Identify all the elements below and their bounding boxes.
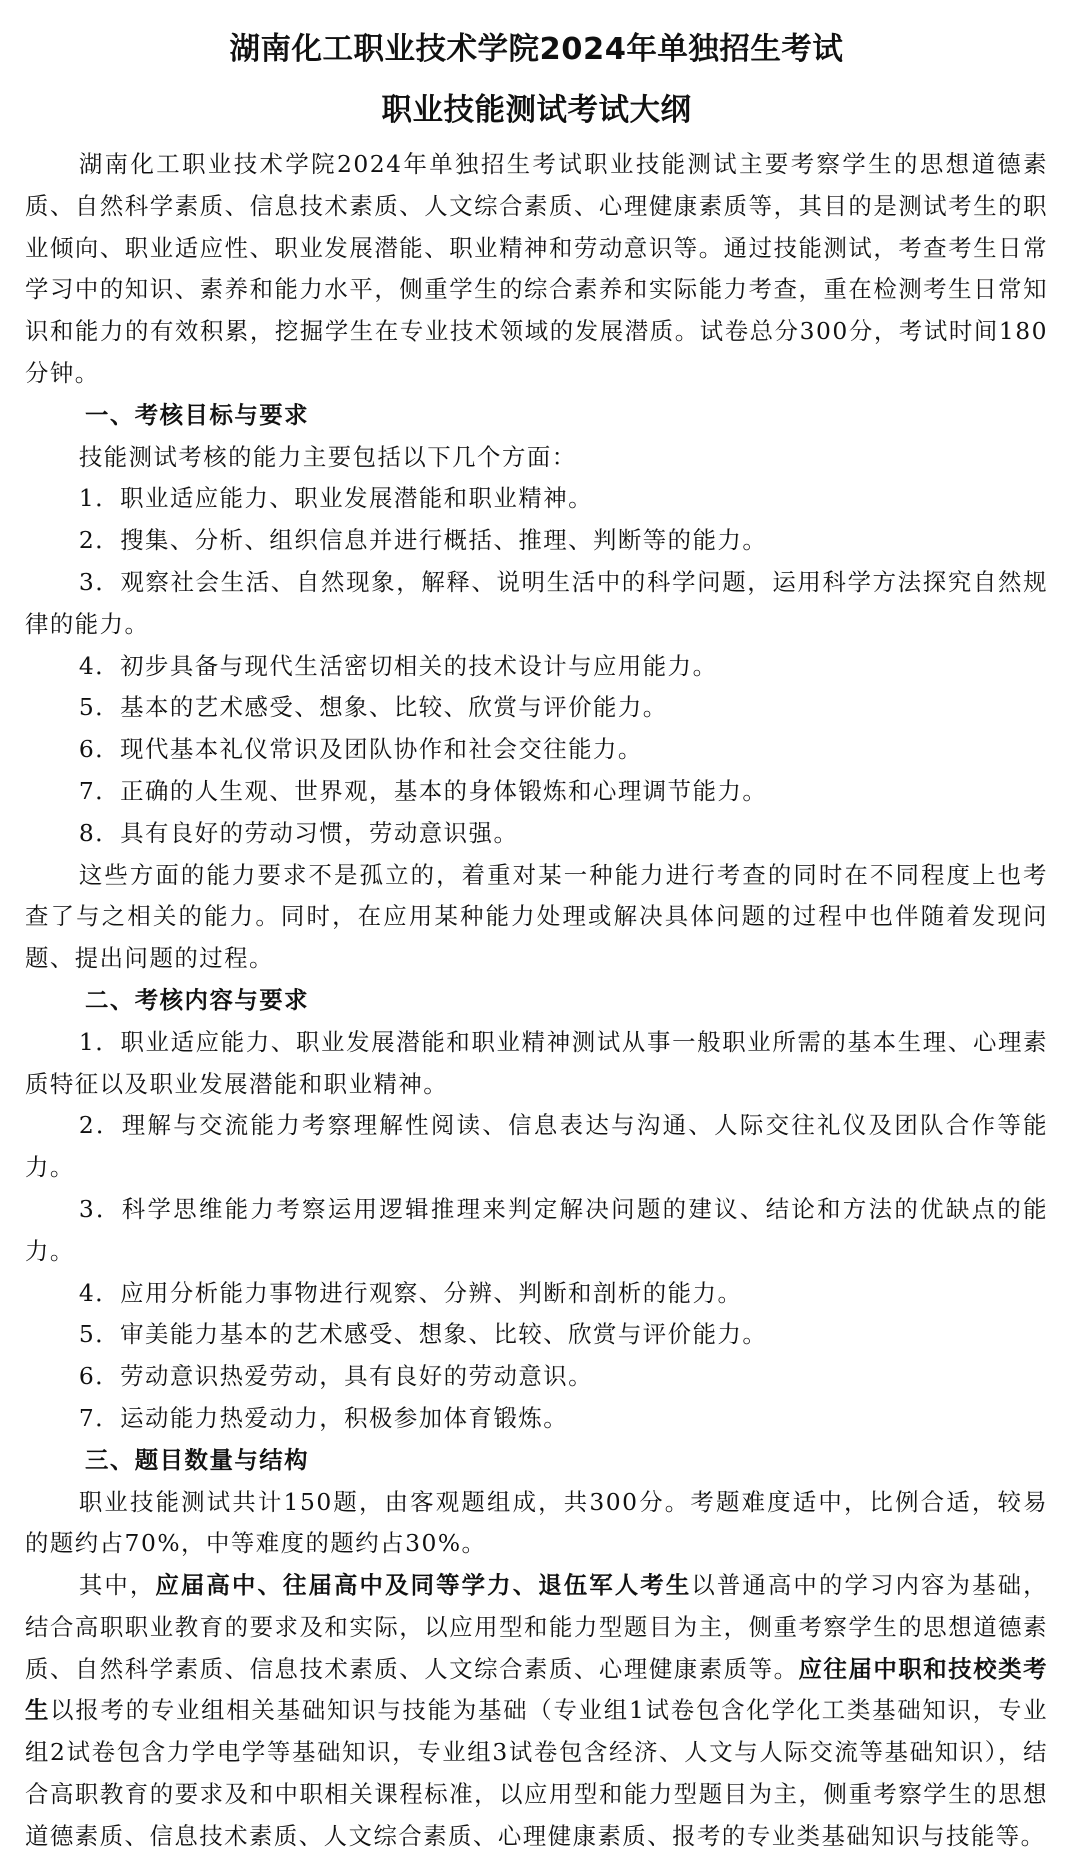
section1-item: 7．正确的人生观、世界观，基本的身体锻炼和心理调节能力。 [78,776,768,805]
section3-para2-bold-highschool: 应届高中、往届高中及同等学力、退伍军人考生 [155,1571,692,1600]
section3-heading: 三、题目数量与结构 [85,1445,310,1474]
section2-item: 2．理解与交流能力考察理解性阅读、信息表达与沟通、人际交往礼仪及团队合作等能力。 [25,1111,1048,1182]
section1-item: 2．搜集、分析、组织信息并进行概括、推理、判断等的能力。 [78,526,768,555]
section1-item: 5．基本的艺术感受、想象、比较、欣赏与评价能力。 [78,693,668,722]
section3-para2-bold-vocational: 应往届中职和技校类考生 [25,1654,1049,1725]
section3-para2-text: 以普通高中的学习内容为基础，结合高职职业教育的要求及和实际，以应用型和能力型题目为主，侧重考察学生的思想道德素质、自然科学素质、信息技术素质、人文综合素质、心理健康素质等。 [25,1571,1049,1683]
section1-item: 3．观察社会生活、自然现象，解释、说明生活中的科学问题，运用科学方法探究自然规律的能力。 [25,567,1048,638]
section2-item: 3．科学思维能力考察运用逻辑推理来判定解决问题的建议、结论和方法的优缺点的能力。 [25,1194,1048,1265]
section1-closing: 这些方面的能力要求不是孤立的，着重对某一种能力进行考查的同时在不同程度上也考查了与之相关的能力。同时，在应用某种能力处理或解决具体问题的过程中也伴随着发现问题、提出问题的过程。 [25,860,1048,973]
section2-item: 7．运动能力热爱动力，积极参加体育锻炼。 [78,1403,569,1432]
document-title-line1: 湖南化工职业技术学院2024年单独招生考试 [229,32,844,67]
section3-paragraph2 [25,1565,1048,1858]
section2-item: 5．审美能力基本的艺术感受、想象、比较、欣赏与评价能力。 [78,1320,768,1349]
section1-item: 8．具有良好的劳动习惯，劳动意识强。 [78,818,519,847]
intro-paragraph: 湖南化工职业技术学院2024年单独招生考试职业技能测试主要考察学生的思想道德素质、自然科学素质、信息技术素质、人文综合素质、心理健康素质等，其目的是测试考生的职业倾向、职业适应性、职业发展潜能、职业精神和劳动意识等。通过技能测试，考查考生日常学习中的知识、素养和能力水平，侧重学生的综合素养和实际能力考查，重在检测考生日常知识和能力的有效积累，挖掘学生在专业技术领域的发展潜质。试卷总分300分，考试时间180分钟。 [25,150,1048,387]
section1-item: 1．职业适应能力、职业发展潜能和职业精神。 [78,484,594,513]
section3-paragraph1: 职业技能测试共计150题，由客观题组成，共300分。考题难度适中，比例合适，较易的题约占70%，中等难度的题约占30%。 [25,1487,1048,1558]
section1-item: 4．初步具备与现代生活密切相关的技术设计与应用能力。 [78,651,718,680]
section2-heading: 二、考核内容与要求 [85,985,310,1014]
document-body [25,144,1048,1858]
section1-heading: 一、考核目标与要求 [85,400,310,429]
document-title-line2: 职业技能测试考试大纲 [381,93,692,128]
section3-para2-text: 其中， [78,1571,156,1600]
section2-item: 4．应用分析能力事物进行观察、分辨、判断和剖析的能力。 [78,1278,743,1307]
section1-lead: 技能测试考核的能力主要包括以下几个方面： [78,442,577,471]
section2-item: 6．劳动意识热爱劳动，具有良好的劳动意识。 [78,1362,594,1391]
section2-item: 1．职业适应能力、职业发展潜能和职业精神测试从事一般职业所需的基本生理、心理素质特征以及职业发展潜能和职业精神。 [25,1027,1048,1098]
section3-para2-text: 以报考的专业组相关基础知识与技能为基础（专业组1试卷包含化学化工类基础知识，专业组2试卷包含力学电学等基础知识，专业组3试卷包含经济、人文与人际交流等基础知识），结合高职教育的要求及和中职相关课程标准，以应用型和能力型题目为主，侧重考察学生的思想道德素质、信息技术素质、人文综合素质、心理健康素质、报考的专业类基础知识与技能等。 [25,1696,1048,1850]
section1-item: 6．现代基本礼仪常识及团队协作和社会交往能力。 [78,735,643,764]
